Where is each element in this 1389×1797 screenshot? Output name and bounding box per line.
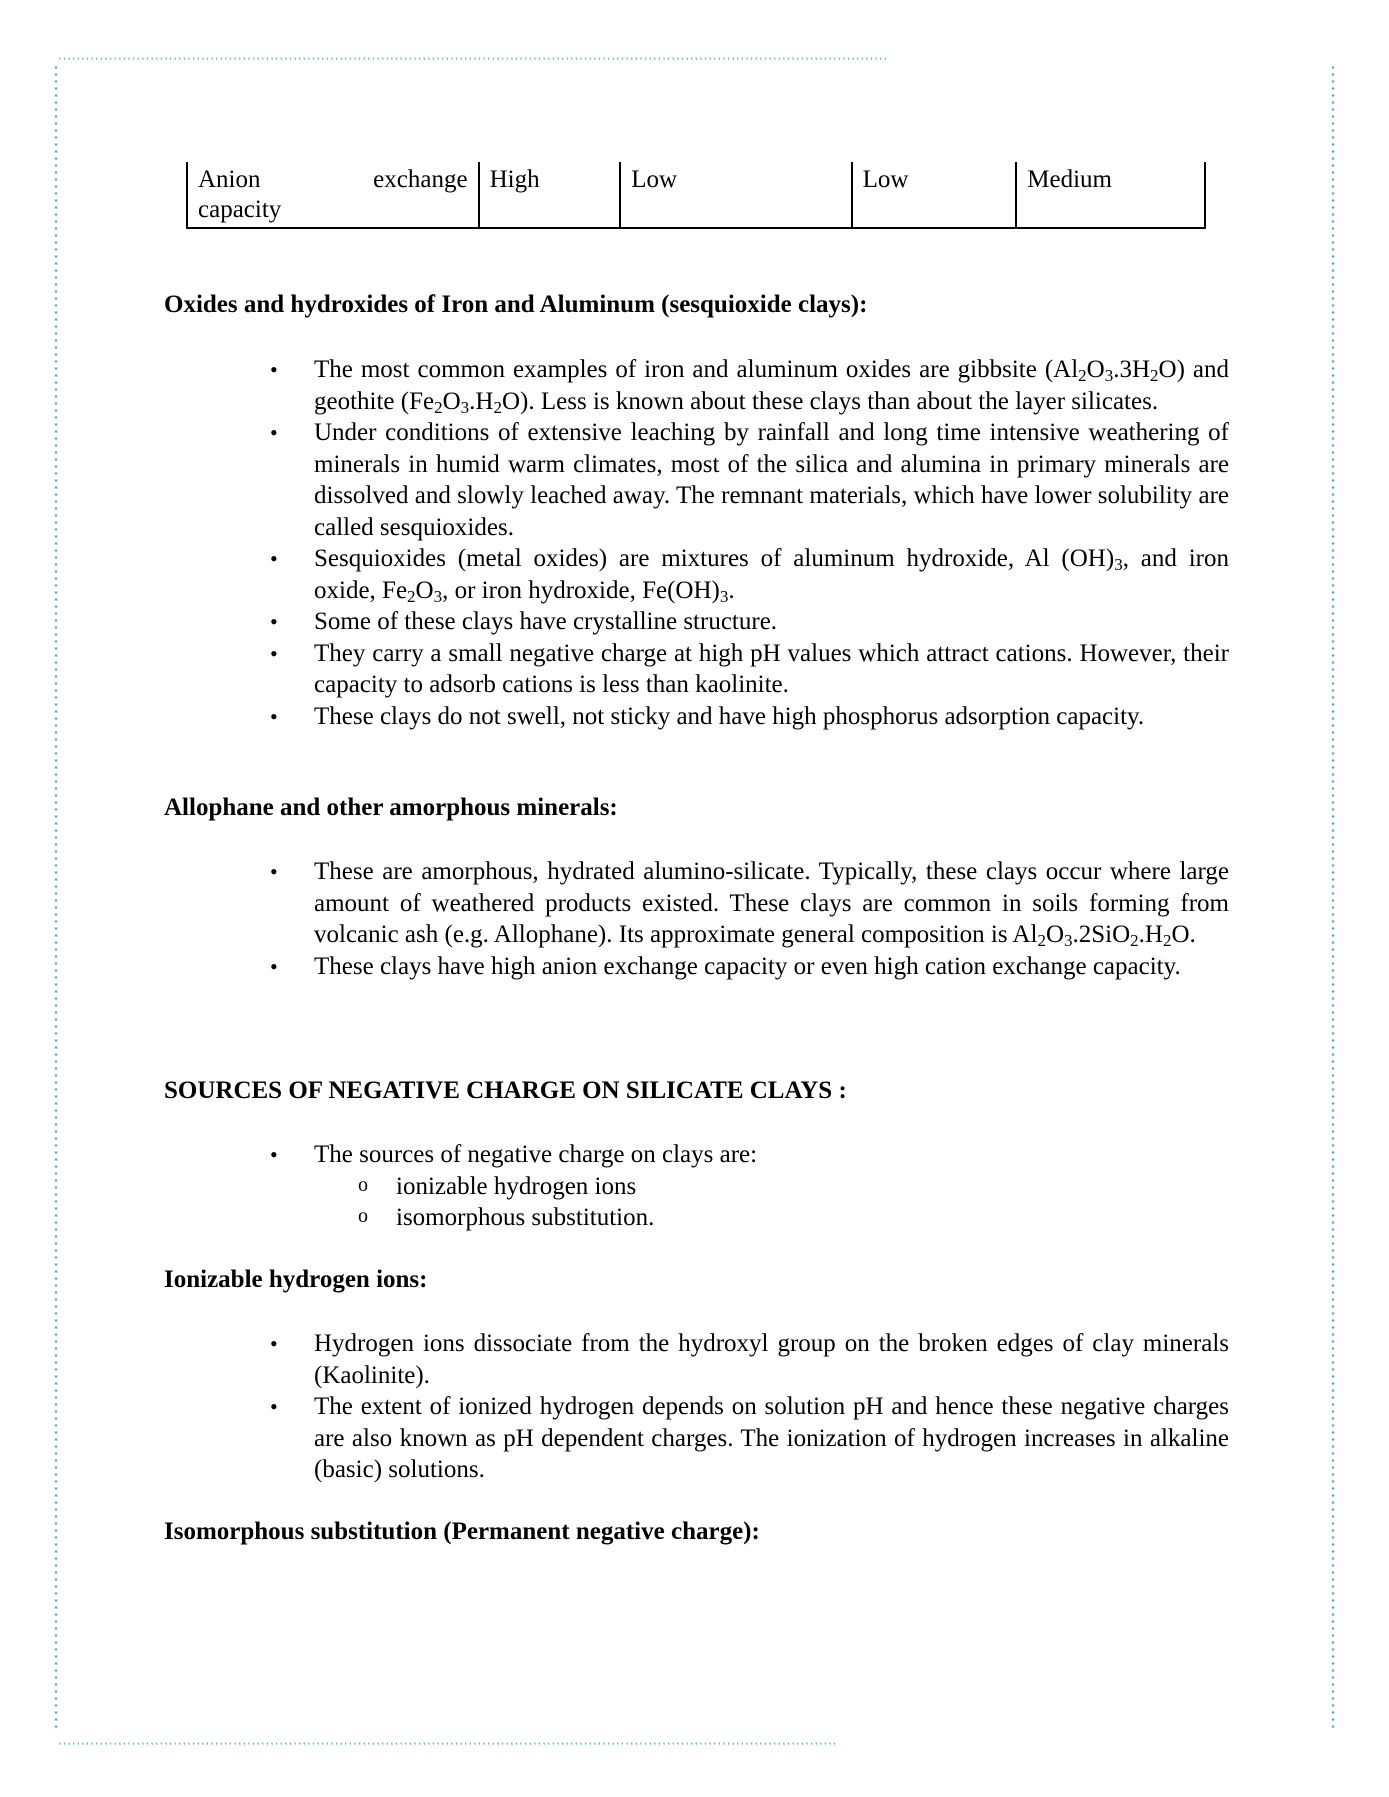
sesquioxide-list <box>314 354 1229 732</box>
ionizable-list <box>314 1328 1229 1486</box>
table-cell-value: Low <box>620 162 851 228</box>
list-item: • Under conditions of extensive leaching by rainfall and long time intensive weathering of minerals in humid warm climates, most of the silica and alumina in primary minerals are dissolved and slowly leached away. The remnant materials, which have lower solubility are called sesquioxides. <box>314 417 1229 543</box>
section-heading-sources: SOURCES OF NEGATIVE CHARGE ON SILICATE CLAYS : <box>164 1077 847 1104</box>
table-cell-property: Anion exchange capacity <box>187 162 479 228</box>
page-border-bottom: ,,,,,,,,,,,,,,,,,,,,,,,,,,,,,,,,,,,,,,,,,,,,,,,,,,,,,,,,,,,,,,,,,,,,,,,,,,,,,,,,,,,,,,,,,,,,,,,,,,,,,,,,,,,,,,,,,,,,,,,,,,,,,,,,,,,,,,,,,,,,,,,,,,,,,,,,,,,,,,,,,,,,,,,,, <box>58 1735 838 1745</box>
sublist-item: o isomorphous substitution. <box>396 1202 1229 1234</box>
list-item: • The extent of ionized hydrogen depends on solution pH and hence these negative charges are also known as pH dependent charges. The ionization of hydrogen increases in alkaline (basic) solutions. <box>314 1391 1229 1486</box>
section-heading-sesquioxide: Oxides and hydroxides of Iron and Aluminum (sesquioxide clays): <box>164 291 868 318</box>
table-cell-value: High <box>479 162 621 228</box>
section-heading-ionizable: Ionizable hydrogen ions: <box>164 1266 428 1293</box>
list-item: • Hydrogen ions dissociate from the hydroxyl group on the broken edges of clay minerals (Kaolinite). <box>314 1328 1229 1391</box>
allophane-list <box>314 856 1229 982</box>
list-item: • Some of these clays have crystalline structure. <box>314 606 1229 638</box>
list-item: • These clays do not swell, not sticky and have high phosphorus adsorption capacity. <box>314 701 1229 733</box>
section-heading-allophane: Allophane and other amorphous minerals: <box>164 794 618 821</box>
table-cell-value: Medium <box>1016 162 1205 228</box>
sublist-item: o ionizable hydrogen ions <box>396 1171 1229 1203</box>
list-item: • The sources of negative charge on clays are: o ionizable hydrogen ions o isomorphous substitution. <box>314 1139 1229 1234</box>
list-item: • These are amorphous, hydrated alumino-silicate. Typically, these clays occur where large amount of weathered products existed. These clays are common in soils forming from volcanic ash (e.g. Allophane). Its approximate general composition is $Al_2O_3.2SiO_2.H_2O$. <box>314 856 1229 951</box>
list-item: • These clays have high anion exchange capacity or even high cation exchange capacity. <box>314 951 1229 983</box>
page-border-top: ,,,,,,,,,,,,,,,,,,,,,,,,,,,,,,,,,,,,,,,,,,,,,,,,,,,,,,,,,,,,,,,,,,,,,,,,,,,,,,,,,,,,,,,,,,,,,,,,,,,,,,,,,,,,,,,,,,,,,,,,,,,,,,,,,,,,,,,,,,,,,,,,,,,,,,,,,,,,,,,,,,,,,,,,,,,,,,,,,,,, <box>58 50 889 60</box>
list-item: • The most common examples of iron and aluminum oxides are gibbsite $(Al_2O_3.3H_2O)$ and geothite $(Fe_2O_3.H_2O)$. Less is known about these clays than about the layer silicates. <box>314 354 1229 417</box>
list-item: • They carry a small negative charge at high pH values which attract cations. However, their capacity to adsorb cations is less than kaolinite. <box>314 638 1229 701</box>
table-cell-value: Low <box>852 162 1017 228</box>
section-heading-isomorphous: Isomorphous substitution (Permanent negative charge): <box>164 1518 760 1545</box>
sources-sublist <box>314 1171 1229 1234</box>
property-table <box>186 162 1206 229</box>
sources-list <box>314 1139 1229 1234</box>
table-row <box>187 162 1205 228</box>
list-item: • Sesquioxides (metal oxides) are mixtures of aluminum hydroxide, Al $(OH)_3$, and iron oxide, $Fe_2O_3$, or iron hydroxide, $Fe(OH)_3$. <box>314 543 1229 606</box>
